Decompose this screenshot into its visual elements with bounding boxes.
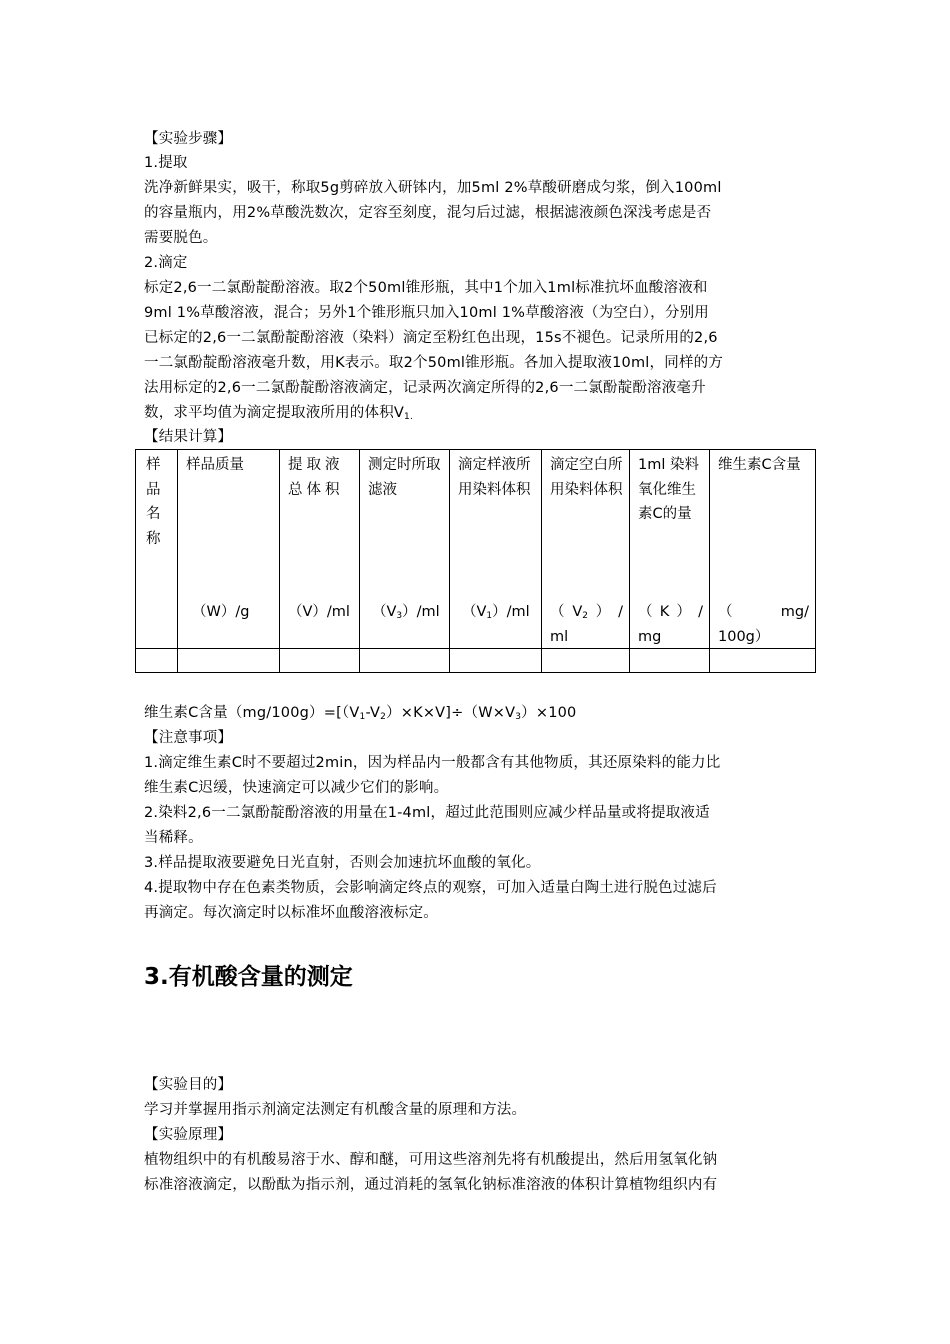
purpose-title: 【实验目的】 bbox=[144, 1077, 233, 1093]
note-line: 3.样品提取液要避免日光直射，否则会加速抗坏血酸的氧化。 bbox=[144, 855, 541, 871]
col-titration-blank: 滴定空白所用染料体积 $(V_2)/$ ml bbox=[542, 450, 630, 649]
step2-line: 一二氯酚靛酚溶液毫升数，用K表示。取2个50ml锥形瓶。各加入提取液10ml，同样的方 bbox=[144, 355, 724, 371]
principle-line: 标准溶液滴定，以酚酞为指示剂，通过消耗的氢氧化钠标准溶液的体积计算植物组织内有 bbox=[144, 1177, 718, 1193]
note-line: 维生素C迟缓，快速滴定可以减少它们的影响。 bbox=[144, 780, 449, 796]
step1-line: 洗净新鲜果实，吸干，称取5g剪碎放入研钵内，加5ml 2%草酸研磨成匀浆，倒入100ml bbox=[144, 180, 722, 196]
step1-title: 1.提取 bbox=[144, 155, 188, 171]
purpose-text: 学习并掌握用指示剂滴定法测定有机酸含量的原理和方法。 bbox=[144, 1102, 527, 1118]
table-cell bbox=[280, 648, 360, 672]
col-sample-mass: 样品质量 （W）/g bbox=[178, 450, 280, 649]
note-line: 1.滴定维生素C时不要超过2min，因为样品内一般都含有其他物质，其还原染料的能力比 bbox=[144, 755, 721, 771]
table-cell bbox=[136, 648, 178, 672]
step1-line: 需要脱色。 bbox=[144, 230, 218, 246]
note-line: 再滴定。每次滴定时以标准坏血酸溶液标定。 bbox=[144, 905, 438, 921]
results-table bbox=[135, 449, 816, 673]
step2-line-last: 数，求平均值为滴定提取液所用的体积$V_{1.}$ bbox=[144, 405, 414, 422]
principle-title: 【实验原理】 bbox=[144, 1127, 233, 1143]
table-cell bbox=[542, 648, 630, 672]
vitamin-c-formula: 维生素C含量$(mg/100g)=[(V_1-V_2)\times K\times V]\div(W\times V_3)\times 100$ bbox=[144, 705, 577, 722]
notes-title: 【注意事项】 bbox=[144, 730, 233, 746]
step2-line: 法用标定的2,6一二氯酚靛酚溶液滴定，记录两次滴定所得的2,6一二氯酚靛酚溶液毫升 bbox=[144, 380, 706, 396]
step2-title: 2.滴定 bbox=[144, 255, 188, 271]
section-heading: 3.有机酸含量的测定 bbox=[144, 964, 353, 990]
col-titration-sample: 滴定样液所用染料体积 $(V_1)/ml$ bbox=[450, 450, 542, 649]
note-line: 4.提取物中存在色素类物质，会影响滴定终点的观察，可加入适量白陶土进行脱色过滤后 bbox=[144, 880, 717, 896]
table-cell bbox=[360, 648, 450, 672]
principle-line: 植物组织中的有机酸易溶于水、醇和醚，可用这些溶剂先将有机酸提出，然后用氢氧化钠 bbox=[144, 1152, 718, 1168]
table-cell bbox=[630, 648, 710, 672]
note-line: 当稀释。 bbox=[144, 830, 203, 846]
step2-line: 9ml 1%草酸溶液，混合；另外1个锥形瓶只加入10ml 1%草酸溶液（为空白），分别用 bbox=[144, 305, 709, 321]
step2-line: 标定2,6一二氯酚靛酚溶液。取2个50ml锥形瓶，其中1个加入1ml标准抗坏血酸溶液和 bbox=[144, 280, 708, 296]
col-k-value: 1ml 染料氧化维生素C的量 （K）/ mg bbox=[630, 450, 710, 649]
step1-line: 的容量瓶内，用2%草酸洗数次，定容至刻度，混匀后过滤，根据滤液颜色深浅考虑是否 bbox=[144, 205, 712, 221]
steps-title: 【实验步骤】 bbox=[144, 131, 233, 147]
table-header-row bbox=[136, 450, 816, 649]
col-vitamin-c: 维生素C含量 （mg/ 100g） bbox=[710, 450, 816, 649]
results-title: 【结果计算】 bbox=[144, 429, 233, 445]
step2-line: 已标定的2,6一二氯酚靛酚溶液（染料）滴定至粉红色出现，15s不褪色。记录所用的2,6 bbox=[144, 330, 718, 346]
table-cell bbox=[710, 648, 816, 672]
table-cell bbox=[178, 648, 280, 672]
note-line: 2.染料2,6一二氯酚靛酚溶液的用量在1-4ml，超过此范围则应减少样品量或将提取液适 bbox=[144, 805, 710, 821]
table-cell bbox=[450, 648, 542, 672]
col-total-volume: 提取液总体积 （V）/ml bbox=[280, 450, 360, 649]
col-measured-filtrate: 测定时所取滤液 $(V_3)/ml$ bbox=[360, 450, 450, 649]
col-sample-name: 样 品 名 称 bbox=[136, 450, 178, 649]
table-row bbox=[136, 648, 816, 672]
